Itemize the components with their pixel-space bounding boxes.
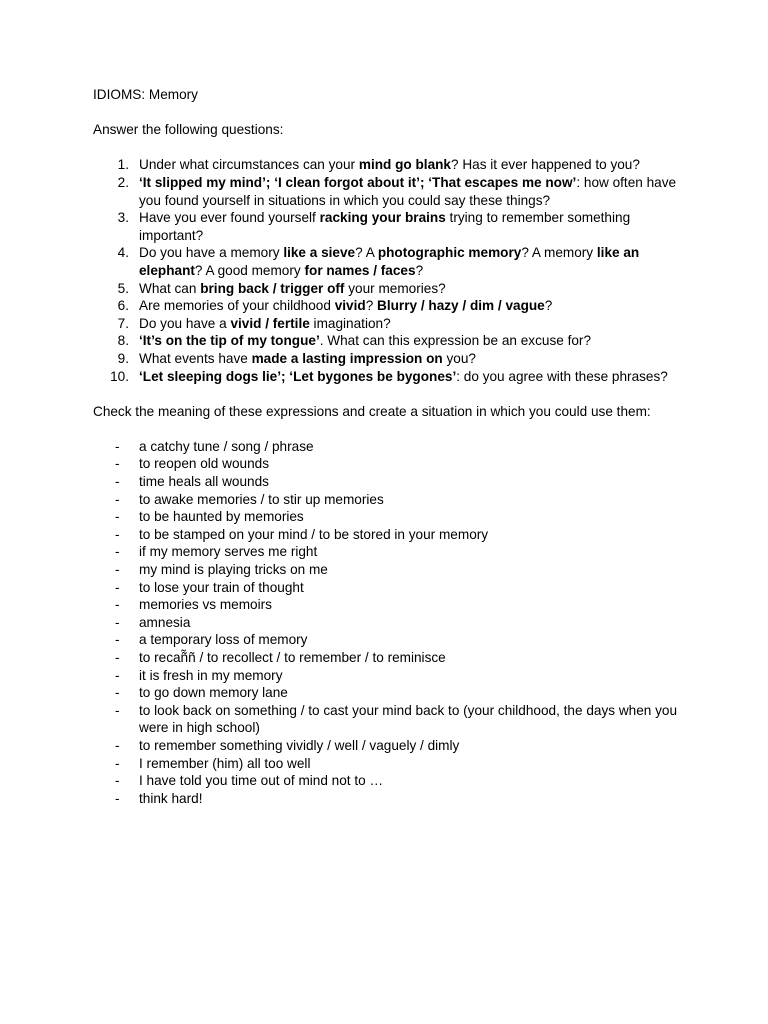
question-number: 8. (117, 333, 129, 349)
question-text: your memories? (344, 280, 446, 296)
instruction-text: Check the meaning of these expressions and create a situation in which you could use them: (93, 403, 651, 419)
document-page (93, 86, 693, 807)
expression-item (93, 737, 693, 755)
expression-item (93, 526, 693, 544)
expression-item (93, 772, 693, 790)
dash-bullet: - (115, 509, 120, 525)
question-text: What events have (139, 350, 252, 366)
expression-item (93, 755, 693, 773)
question-number: 9. (117, 350, 129, 366)
document-title: IDIOMS: Memory (93, 87, 198, 102)
question-number: 4. (117, 245, 129, 261)
expression-text: to remember something vividly / well / vaguely / dimly (139, 737, 460, 753)
expression-item (93, 667, 693, 685)
question-text: ? A memory (521, 245, 597, 261)
question-number: 1. (117, 157, 129, 173)
question-item (93, 368, 693, 386)
dash-bullet: - (115, 597, 120, 613)
question-text: : do you agree with these phrases? (456, 368, 668, 384)
expression-item (93, 631, 693, 649)
expression-item (93, 543, 693, 561)
question-item (93, 350, 693, 368)
question-number: 5. (117, 280, 129, 296)
question-idiom: for names / faces (304, 262, 416, 278)
question-idiom: Blurry / hazy / dim / vague (377, 298, 545, 314)
question-idiom: mind go blank (358, 157, 451, 173)
expression-text: a catchy tune / song / phrase (139, 438, 314, 454)
expression-text: to be haunted by memories (139, 509, 304, 525)
question-text: . What can this expression be an excuse for? (319, 333, 591, 349)
dash-bullet: - (115, 702, 120, 718)
expression-item (93, 455, 693, 473)
expression-text: to go down memory lane (139, 685, 288, 701)
expressions-list (93, 438, 693, 807)
dash-bullet: - (115, 667, 120, 683)
question-item (93, 209, 693, 244)
question-text: ? (415, 262, 424, 278)
expression-item (93, 561, 693, 579)
question-idiom: photographic memory (377, 245, 522, 261)
expression-text: time heals all wounds (139, 474, 269, 490)
intro-text: Answer the following questions: (93, 122, 284, 138)
dash-bullet: - (115, 562, 120, 578)
dash-bullet: - (115, 650, 120, 665)
question-idiom: ‘It slipped my mind’; ‘I clean forgot about it’; ‘That escapes me now’ (139, 174, 577, 190)
dash-bullet: - (115, 579, 120, 595)
question-text: What can (139, 280, 201, 296)
dash-bullet: - (115, 614, 120, 630)
spacer (93, 104, 693, 122)
dash-bullet: - (115, 685, 120, 701)
dash-bullet: - (115, 737, 120, 753)
expression-item (93, 438, 693, 456)
expression-text: to lose your train of thought (139, 579, 304, 595)
question-text: Are memories of your childhood (139, 298, 335, 314)
question-number: 3. (117, 210, 129, 226)
question-idiom: like a sieve (283, 245, 356, 261)
question-text: ? A (355, 245, 378, 261)
question-number: 2. (117, 174, 129, 190)
dash-bullet: - (115, 491, 120, 507)
question-text: : how often have you found yourself in situations in which you could say these things? (139, 174, 677, 208)
dash-bullet: - (115, 755, 120, 771)
question-text: trying to remember something important? (139, 210, 631, 243)
expression-text: to recañ̃ñ / to recollect / to remember / to reminisce (139, 650, 446, 665)
question-text: ? Has it ever happened to you? (451, 157, 640, 173)
spacer (93, 385, 693, 403)
dash-bullet: - (115, 544, 120, 560)
question-idiom: ‘It’s on the tip of my tongue’ (139, 333, 320, 349)
dash-bullet: - (115, 526, 120, 542)
questions-list (93, 156, 693, 385)
dash-bullet: - (115, 438, 120, 454)
expression-item (93, 596, 693, 614)
question-idiom: vivid / fertile (230, 315, 310, 331)
expression-text: it is fresh in my memory (139, 667, 283, 683)
expression-text: I remember (him) all too well (139, 755, 311, 771)
expression-text: if my memory serves me right (139, 544, 318, 560)
expression-text: a temporary loss of memory (139, 632, 308, 648)
question-text: Do you have a (139, 315, 231, 331)
question-text: ? (365, 298, 378, 314)
expression-item (93, 790, 693, 808)
expression-item (93, 649, 693, 667)
dash-bullet: - (115, 632, 120, 648)
expression-item (93, 473, 693, 491)
question-text: imagination? (309, 315, 391, 331)
dash-bullet: - (115, 773, 120, 789)
question-number: 10. (110, 368, 129, 384)
question-text: ? A good memory (194, 262, 305, 278)
question-text: Have you ever found yourself (139, 210, 320, 226)
question-item (93, 156, 693, 174)
question-text: Do you have a memory (139, 245, 284, 261)
expression-item (93, 702, 693, 737)
expression-text: to be stamped on your mind / to be stored in your memory (139, 526, 489, 542)
question-item (93, 244, 693, 279)
question-number: 7. (117, 315, 129, 331)
expression-item (93, 491, 693, 509)
question-idiom: racking your brains (319, 210, 446, 226)
question-text: ? (544, 298, 553, 314)
question-item (93, 332, 693, 350)
question-number: 6. (117, 298, 129, 314)
question-item (93, 315, 693, 333)
question-text: Under what circumstances can your (139, 157, 359, 173)
expression-item (93, 579, 693, 597)
question-item (93, 297, 693, 315)
expression-text: to reopen old wounds (139, 456, 269, 472)
dash-bullet: - (115, 474, 120, 490)
spacer (93, 420, 693, 438)
question-idiom: made a lasting impression on (251, 350, 443, 366)
expression-item (93, 508, 693, 526)
expression-item (93, 614, 693, 632)
expression-text: amnesia (139, 614, 191, 630)
question-idiom: bring back / trigger off (200, 280, 345, 296)
question-item (93, 174, 693, 209)
question-idiom: like an elephant (139, 245, 640, 278)
expression-text: memories vs memoirs (139, 597, 272, 613)
question-item (93, 280, 693, 298)
expression-text: I have told you time out of mind not to … (139, 773, 384, 789)
dash-bullet: - (115, 790, 120, 806)
expression-text: to look back on something / to cast your mind back to (your childhood, the days when you were in high school) (139, 702, 678, 736)
expression-text: think hard! (139, 790, 203, 806)
expression-text: my mind is playing tricks on me (139, 562, 328, 578)
question-text: you? (442, 350, 476, 366)
expression-item (93, 684, 693, 702)
expression-text: to awake memories / to stir up memories (139, 491, 384, 507)
dash-bullet: - (115, 456, 120, 472)
spacer (93, 139, 693, 157)
question-idiom: vivid (334, 298, 366, 314)
question-idiom: ‘Let sleeping dogs lie’; ‘Let bygones be bygones’ (139, 368, 457, 384)
